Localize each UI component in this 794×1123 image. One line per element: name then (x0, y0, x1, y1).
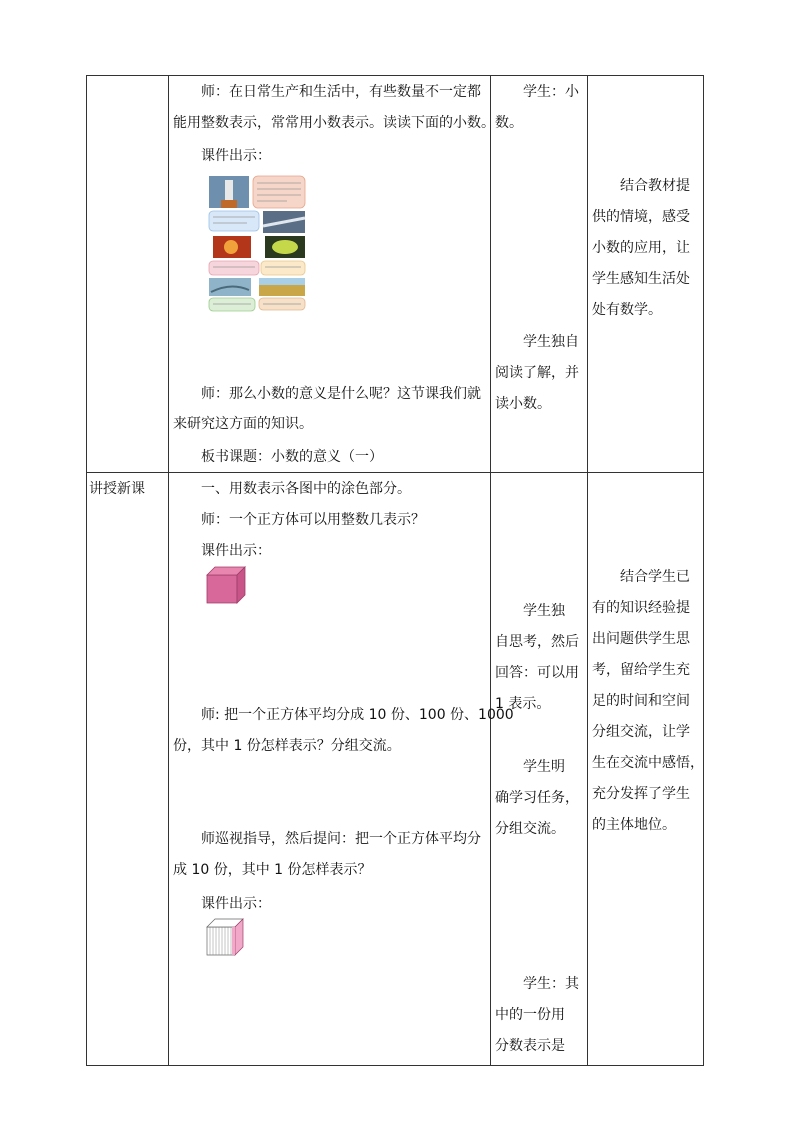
teacher-text: 师：在日常生产和生活中，有些数量不一定都 (201, 84, 481, 100)
student-activity-cell (491, 473, 588, 1066)
intent-text: 考，留给学生充 (592, 662, 690, 678)
intent-text: 充分发挥了学生 (592, 786, 690, 802)
intent-text: 分组交流，让学 (592, 724, 690, 740)
intent-text: 供的情境，感受 (592, 209, 690, 225)
student-text: 学生明 (523, 759, 565, 775)
teacher-activity-cell (169, 76, 495, 473)
student-text: 确学习任务， (495, 790, 579, 806)
teacher-text: 课件出示： (201, 896, 271, 912)
student-activity-cell (491, 76, 588, 473)
lesson-plan-table (86, 75, 704, 1066)
teacher-text: 板书课题：小数的意义（一） (201, 449, 383, 465)
student-text: 阅读了解，并 (495, 365, 579, 381)
student-text: 分组交流。 (495, 821, 565, 837)
table-row (87, 473, 704, 1066)
student-text: 1 表示。 (495, 696, 551, 712)
teacher-activity-cell (169, 473, 514, 1066)
intent-text: 学生感知生活处 (592, 271, 690, 287)
teacher-text: 师：一个正方体可以用整数几表示？ (201, 512, 425, 528)
intent-text: 足的时间和空间 (592, 693, 690, 709)
design-intent-cell (588, 473, 704, 1066)
student-text: 学生独 (523, 603, 565, 619)
cube-figure (205, 565, 249, 605)
table-row (87, 76, 704, 473)
student-text: 自思考，然后 (495, 634, 579, 650)
intent-text: 处有数学。 (592, 302, 662, 318)
teacher-text: 成 10 份，其中 1 份怎样表示？ (173, 862, 372, 878)
student-text: 分数表示是 (495, 1038, 565, 1054)
section-label: 讲授新课 (89, 481, 145, 497)
teacher-text: 来研究这方面的知识。 (173, 416, 313, 432)
teacher-text: 课件出示： (201, 148, 271, 164)
section-cell (87, 473, 169, 1066)
sliced-cube-figure (205, 917, 249, 957)
student-text: 数。 (495, 115, 523, 131)
intent-text: 结合教材提 (620, 178, 690, 194)
teacher-text: 课件出示： (201, 543, 271, 559)
teacher-text: 一、用数表示各图中的涂色部分。 (201, 481, 411, 497)
teacher-text: 份，其中 1 份怎样表示？分组交流。 (173, 738, 401, 754)
student-text: 中的一份用 (495, 1007, 565, 1023)
intent-text: 生在交流中感悟， (592, 755, 704, 771)
intent-text: 有的知识经验提 (592, 600, 690, 616)
teacher-text: 师：那么小数的意义是什么呢？这节课我们就 (201, 386, 481, 402)
teacher-text: 师: 把一个正方体平均分成 10 份、100 份、1000 (201, 707, 514, 723)
teacher-text: 能用整数表示，常常用小数表示。读读下面的小数。 (173, 115, 495, 131)
design-intent-cell (588, 76, 704, 473)
teacher-text: 师巡视指导，然后提问：把一个正方体平均分 (201, 831, 481, 847)
intent-text: 结合学生已 (620, 569, 690, 585)
section-cell (87, 76, 169, 473)
intent-text: 小数的应用，让 (592, 240, 690, 256)
student-text: 学生独自 (523, 334, 579, 350)
student-text: 学生：小 (523, 84, 579, 100)
student-text: 读小数。 (495, 396, 551, 412)
student-text: 回答：可以用 (495, 665, 579, 681)
student-text: 学生：其 (523, 976, 579, 992)
courseware-image-collage (207, 174, 307, 312)
intent-text: 的主体地位。 (592, 817, 676, 833)
intent-text: 出问题供学生思 (592, 631, 690, 647)
